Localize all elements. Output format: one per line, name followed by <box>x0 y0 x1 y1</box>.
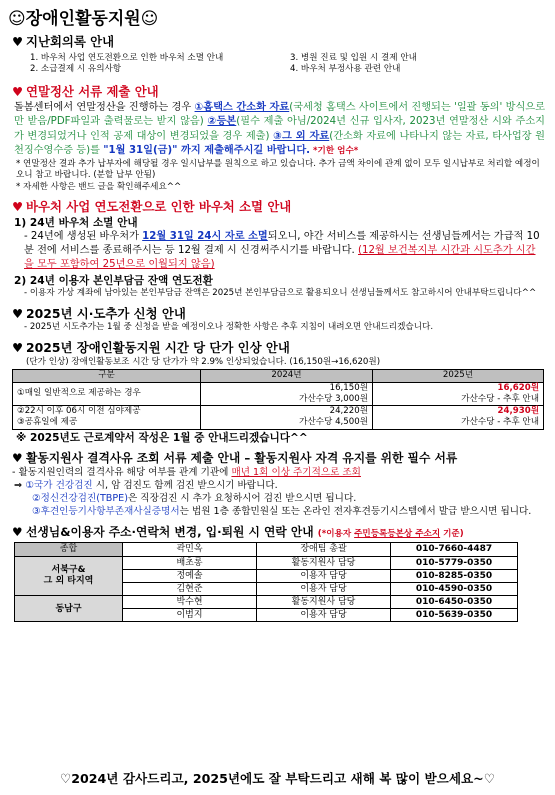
heart-icon: ♥ <box>12 524 23 539</box>
table-row <box>13 406 544 429</box>
rate-table <box>12 369 544 429</box>
guide-list <box>12 53 545 76</box>
table-header: 종합 <box>15 543 123 556</box>
table-cell: 곽민옥 <box>123 543 257 556</box>
tax-note: * 자세한 사항은 밴드 글을 확인해주세요^^ <box>16 181 182 192</box>
table-header: 구분 <box>13 370 201 383</box>
heart-icon: ♥ <box>12 450 23 465</box>
section-contact-heading: ♥ 선생님&이용자 주소·연락처 변경, 입·퇴원 시 연락 안내 (*이용자 주민등록등본상 주소지 기준) <box>12 524 464 539</box>
page-title: ☺장애인활동지원☺ <box>8 9 159 29</box>
table-row: 서북구& 그 외 타지역 배초롱 활동지원사 담당 010-5779-0350 <box>15 556 518 569</box>
voucher-sub-2: 2) 24년 이용자 본인부담금 잔액 연도전환 <box>14 274 213 287</box>
rate-intro: (단가 인상) 장애인활동보조 시간 당 단가가 약 2.9% 인상되었습니다. (16,150원→16,620원) <box>26 356 381 367</box>
group-cell: 서북구& 그 외 타지역 <box>15 556 123 595</box>
list-item: 4. 바우처 부정사용 관련 안내 <box>290 64 401 75</box>
footer-message: ♡2024년 감사드리고, 2025년에도 잘 부탁드리고 새해 복 많이 받으세요~♡ <box>59 771 496 786</box>
rate-2024: 16,150원 가산수당 3,000원 <box>201 382 373 405</box>
list-item: 1. 바우처 사업 연도전환으로 인한 바우처 소멸 안내 <box>30 52 224 63</box>
city-text: - 2025년 시도추가는 1월 중 신청을 받을 예정이오나 정확한 사항은 추후 지침이 내려오면 안내드리겠습니다. <box>24 322 434 333</box>
voucher-text-1: - 24년에 생성된 바우처가 12월 31일 24시 자로 소멸되오니, 야간 서비스를 제공하시는 선생님들께서는 가급적 10분 전에 서비스를 종료해주시는 등 12월 결제 시 신경써주시기를 바랍니다. (12월 보건복지부 시간과 시도추가 시간을 모두 포함하여 25년으로 이월되지 않음) <box>24 231 540 270</box>
rate-label: ①매일 일반적으로 제공하는 경우 <box>13 382 201 405</box>
table-row: 정예솔 이용자 담당 010-8285-0350 <box>15 569 518 582</box>
voucher-sub-1: 1) 24년 바우처 소멸 안내 <box>14 217 138 230</box>
section-health-heading: ♥ 활동지원사 결격사유 조회 서류 제출 안내 – 활동지원사 자격 유지를 위한 필수 서류 <box>12 450 458 465</box>
heart-icon: ♥ <box>12 34 24 49</box>
list-item: 3. 병원 진료 및 입원 시 결제 안내 <box>290 52 417 63</box>
rate-note: ※ 2025년도 근로계약서 작성은 1월 중 안내드리겠습니다^^ <box>16 431 308 444</box>
tax-note: * 연말정산 결과 추가 납부자에 해당될 경우 일시납부를 원칙으로 하고 있습니다. 추가 금액 차이에 관계 없이 모두 일시납부로 처리할 예정이오니 참고 바랍니다. (분할 납부 안됨) <box>16 158 540 181</box>
voucher-text-2: - 이용자 가상 계좌에 남아있는 본인부담금 잔액은 2025년 본인부담금으로 활용되오니 선생님들께서도 참고하시어 안내부탁드립니다^^ <box>24 288 537 298</box>
table-row: 이범지 이용자 담당 010-5639-0350 <box>15 609 518 622</box>
heart-icon: ♥ <box>12 305 24 321</box>
heart-icon: ♥ <box>12 199 24 215</box>
table-row <box>13 382 544 405</box>
contact-table <box>14 542 518 622</box>
rate-2024: 24,220원 가산수당 4,500원 <box>201 406 373 429</box>
table-header: 2024년 <box>201 370 373 383</box>
table-row: 동남구 박수현 활동지원사 담당 010-6450-0350 <box>15 595 518 608</box>
section-voucher-heading: ♥ 바우처 사업 연도전환으로 인한 바우처 소멸 안내 <box>12 199 292 215</box>
table-cell: 장애팀 총괄 <box>257 543 391 556</box>
section-tax-heading: ♥ 연말정산 서류 제출 안내 <box>12 83 159 99</box>
tax-paragraph: 돌봄센터에서 연말정산을 진행하는 경우 ①홈택스 간소화 자료(국세청 홈택스 사이트에서 진행되는 '일괄 동의' 방식으로만 받음/PDF파일과 출력물로는 받지 않음) ②등본(필수 제출 아님/2024년 신규 입사자, 2023년 연말정산 시와 주소지가 변경되었거나 인적 공제 대상이 변경되었을 경우 제출) ③그 외 자료(간소화 자료에 나타나지 않는 자료, 타사업장 원천징수영수증 등)를 "1월 31일(금)" 까지 제출해주시길 바랍니다. *기한 엄수* <box>14 101 546 157</box>
health-text: - 활동지원인력의 결격사유 해당 여부를 관계 기관에 매년 1회 이상 주기적으로 조회 ⇒ ①국가 건강검진 시, 암 검진도 함께 검진 받으시기 바랍니다. ②정신건강검진(TBPE)은 직장검진 시 추가 요청하시어 검진 받으시면 됩니다. ③후견인등기사항부존재사실증명서는 법원 1층 종합민원실 또는 온라인 전자후견등기시스템에서 발급 받으시면 됩니다. <box>12 466 532 517</box>
section-rate-heading: ♥ 2025년 장애인활동지원 시간 당 단가 인상 안내 <box>12 339 290 355</box>
list-item: 2. 소급결제 시 유의사항 <box>30 64 122 75</box>
section-guide-heading: ♥ 지난회의록 안내 <box>12 34 115 49</box>
rate-2025: 24,930원 가산수당 - 추후 안내 <box>373 406 544 429</box>
rate-2025: 16,620원 가산수당 - 추후 안내 <box>373 382 544 405</box>
rate-label: ②22시 이후 06시 이전 심야제공 ③공휴일에 제공 <box>13 406 201 429</box>
heart-icon: ♥ <box>12 339 24 355</box>
table-row: 김현준 이용자 담당 010-4590-0350 <box>15 582 518 595</box>
table-cell: 010-7660-4487 <box>391 543 518 556</box>
group-cell: 동남구 <box>15 595 123 621</box>
table-header: 2025년 <box>373 370 544 383</box>
section-city-heading: ♥ 2025년 시·도추가 신청 안내 <box>12 305 186 321</box>
heart-icon: ♥ <box>12 83 24 99</box>
